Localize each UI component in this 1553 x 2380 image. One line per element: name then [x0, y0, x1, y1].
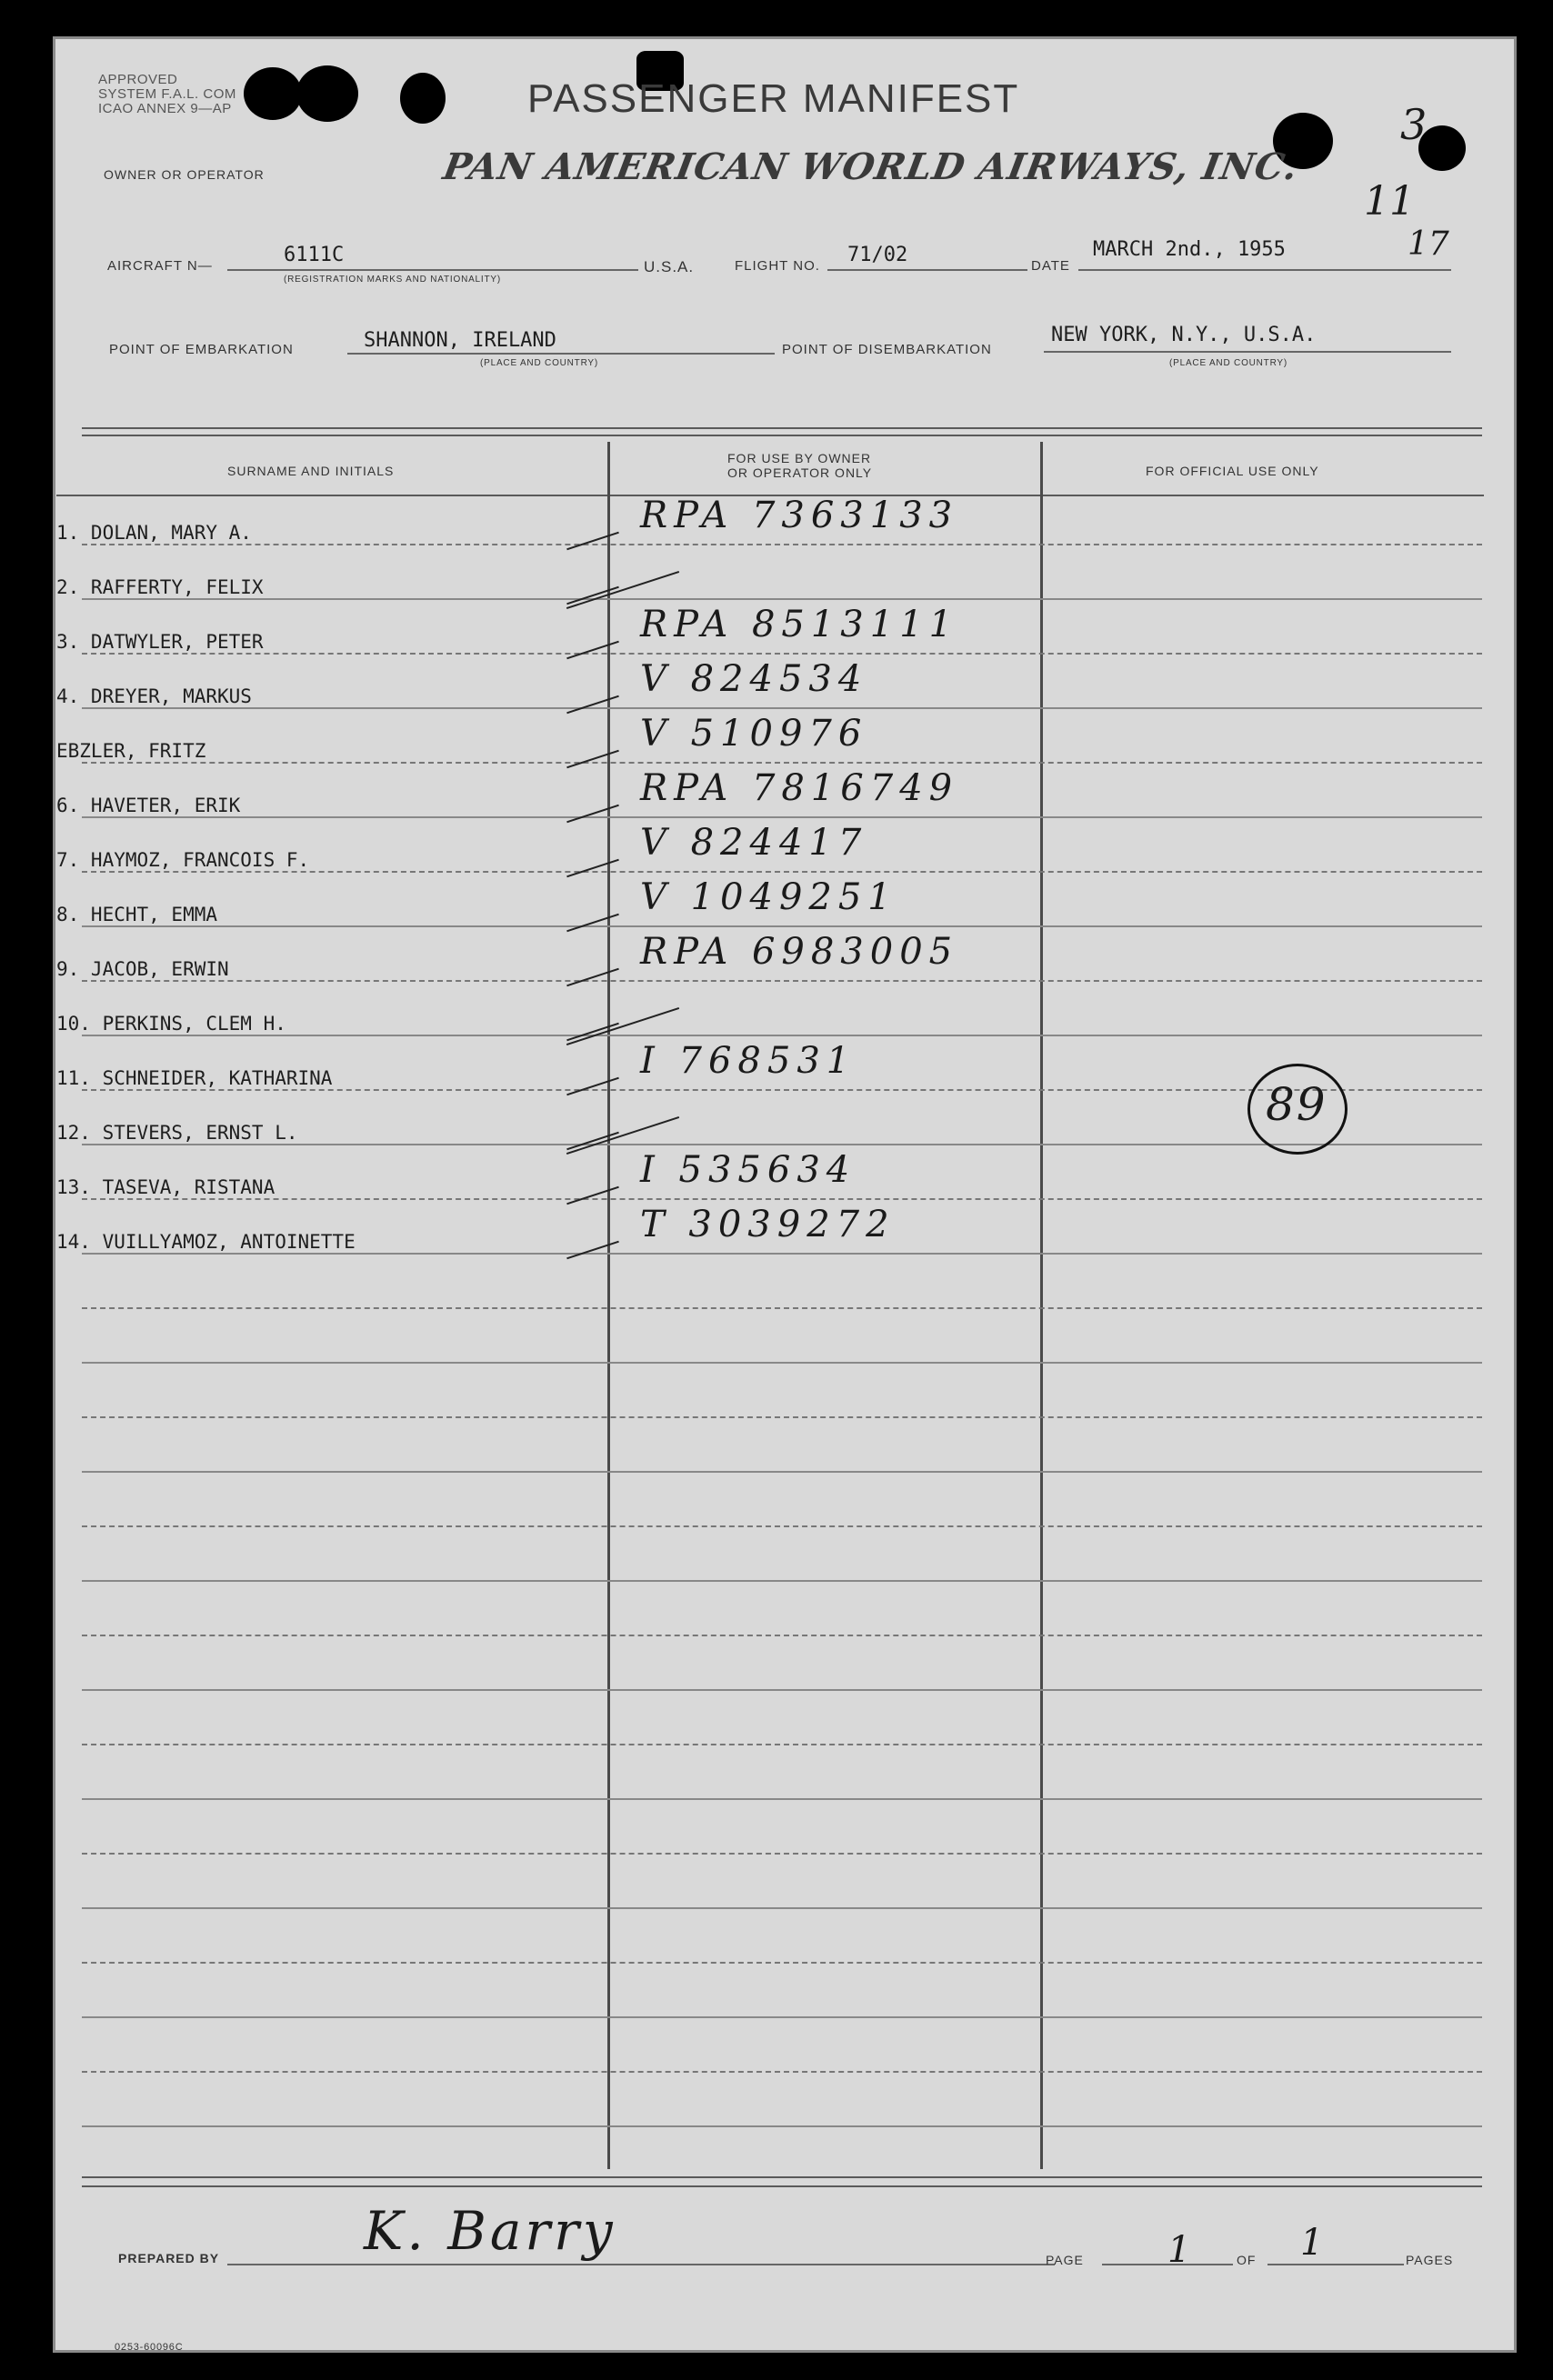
- table-top-rule: [82, 427, 1482, 429]
- corner-mark: 3: [1400, 100, 1428, 149]
- passenger-name: 12. STEVERS, ERNST L.: [56, 1122, 298, 1144]
- form-number: 0253-60096C: [115, 2342, 184, 2353]
- approval-line: SYSTEM F.A.L. COM: [98, 86, 236, 102]
- row-rule: [82, 544, 1482, 545]
- column-divider: [1040, 442, 1043, 2169]
- aircraft-value: 6111C: [284, 244, 345, 266]
- row-rule: [82, 1362, 1482, 1364]
- row-rule: [82, 1635, 1482, 1636]
- corner-mark: 11: [1364, 178, 1415, 225]
- of-value: 1: [1300, 2222, 1324, 2264]
- row-rule: [82, 1853, 1482, 1855]
- passport-number: I 768531: [640, 1040, 857, 1082]
- passenger-name: 7. HAYMOZ, FRANCOIS F.: [56, 849, 310, 871]
- passenger-name: 1. DOLAN, MARY A.: [56, 522, 252, 544]
- passenger-name: 11. SCHNEIDER, KATHARINA: [56, 1067, 333, 1089]
- row-rule: [82, 980, 1482, 982]
- date-underline: [1078, 269, 1451, 271]
- row-rule: [82, 1416, 1482, 1418]
- aircraft-label: AIRCRAFT N—: [107, 258, 213, 274]
- passport-number: T 3039272: [640, 1204, 896, 1245]
- col-header-owner-2: OR OPERATOR ONLY: [727, 465, 873, 480]
- passport-number: RPA 7816749: [640, 767, 959, 809]
- table-bottom-rule: [82, 2176, 1482, 2178]
- embarkation-value: SHANNON, IRELAND: [364, 329, 556, 352]
- flight-label: FLIGHT NO.: [735, 258, 820, 274]
- row-rule: [82, 1198, 1482, 1200]
- registration-note: (REGISTRATION MARKS AND NATIONALITY): [284, 275, 502, 285]
- row-rule: [82, 762, 1482, 764]
- table-bottom-rule: [82, 2185, 1482, 2187]
- passport-number: RPA 6983005: [640, 931, 959, 973]
- row-rule: [82, 925, 1482, 927]
- punch-hole: [296, 65, 358, 122]
- passenger-name: 8. HECHT, EMMA: [56, 904, 218, 925]
- prepared-signature: K. Barry: [364, 2200, 616, 2262]
- airline-name: PAN AMERICAN WORLD AIRWAYS, INC.: [439, 145, 1302, 188]
- date-value: MARCH 2nd., 1955: [1093, 238, 1286, 261]
- row-rule: [82, 1962, 1482, 1964]
- embarkation-note: (PLACE AND COUNTRY): [480, 358, 599, 368]
- prepared-label: PREPARED BY: [118, 2251, 220, 2265]
- col-header-official: FOR OFFICIAL USE ONLY: [1146, 464, 1319, 478]
- of-underline: [1267, 2264, 1404, 2265]
- row-rule: [82, 1253, 1482, 1255]
- disembarkation-label: POINT OF DISEMBARKATION: [782, 342, 992, 357]
- pages-label: PAGES: [1406, 2253, 1454, 2267]
- row-rule: [82, 1689, 1482, 1691]
- row-rule: [82, 1798, 1482, 1800]
- row-rule: [82, 1471, 1482, 1473]
- approval-line: ICAO ANNEX 9—AP: [98, 101, 232, 116]
- embarkation-underline: [347, 353, 775, 355]
- row-rule: [82, 653, 1482, 655]
- passenger-name: 13. TASEVA, RISTANA: [56, 1176, 276, 1198]
- document-title: PASSENGER MANIFEST: [527, 76, 1020, 121]
- passenger-name: 9. JACOB, ERWIN: [56, 958, 229, 980]
- row-rule: [82, 707, 1482, 709]
- passenger-name: 3. DATWYLER, PETER: [56, 631, 264, 653]
- row-rule: [82, 1907, 1482, 1909]
- passport-number: I 535634: [640, 1149, 857, 1191]
- aircraft-underline: [227, 269, 638, 271]
- passenger-name: EBZLER, FRITZ: [56, 740, 206, 762]
- punch-hole: [400, 73, 446, 124]
- approval-line: APPROVED: [98, 72, 178, 87]
- column-divider: [607, 442, 610, 2169]
- page-underline: [1102, 2264, 1233, 2265]
- row-rule: [82, 1580, 1482, 1582]
- flight-underline: [827, 269, 1027, 271]
- row-rule: [82, 1525, 1482, 1527]
- row-rule: [82, 2016, 1482, 2018]
- passenger-name: 10. PERKINS, CLEM H.: [56, 1013, 286, 1035]
- passport-number: V 510976: [640, 713, 868, 755]
- passenger-name: 4. DREYER, MARKUS: [56, 685, 252, 707]
- col-header-surname: SURNAME AND INITIALS: [227, 464, 395, 478]
- embarkation-label: POINT OF EMBARKATION: [109, 342, 294, 357]
- prepared-underline: [227, 2264, 1055, 2265]
- row-rule: [82, 598, 1482, 600]
- owner-label: OWNER OR OPERATOR: [104, 167, 265, 182]
- row-rule: [82, 871, 1482, 873]
- official-mark: 89: [1266, 1078, 1328, 1131]
- row-rule: [82, 1744, 1482, 1745]
- row-rule: [82, 2125, 1482, 2127]
- page-label: PAGE: [1046, 2253, 1084, 2267]
- passenger-name: 6. HAVETER, ERIK: [56, 795, 241, 816]
- row-rule: [82, 1035, 1482, 1036]
- date-label: DATE: [1031, 258, 1070, 274]
- disembarkation-value: NEW YORK, N.Y., U.S.A.: [1051, 324, 1317, 346]
- approval-stamp: [98, 73, 236, 116]
- disembarkation-underline: [1044, 351, 1451, 353]
- passport-number: V 824534: [640, 658, 868, 700]
- passport-number: V 1049251: [640, 876, 897, 918]
- disembarkation-note: (PLACE AND COUNTRY): [1169, 358, 1288, 368]
- punch-hole: [244, 67, 302, 120]
- flight-value: 71/02: [847, 244, 908, 266]
- passport-number: RPA 7363133: [640, 495, 959, 536]
- passport-number: V 824417: [640, 822, 868, 864]
- row-rule: [82, 2071, 1482, 2073]
- passenger-name: 2. RAFFERTY, FELIX: [56, 576, 264, 598]
- table-top-rule: [82, 435, 1482, 436]
- corner-mark: 17: [1408, 225, 1449, 263]
- row-rule: [82, 1307, 1482, 1309]
- of-label: OF: [1237, 2253, 1257, 2267]
- passenger-name: 14. VUILLYAMOZ, ANTOINETTE: [56, 1231, 356, 1253]
- page-value: 1: [1167, 2229, 1191, 2271]
- row-rule: [82, 816, 1482, 818]
- usa-label: U.S.A.: [644, 258, 695, 275]
- col-header-owner-1: FOR USE BY OWNER: [727, 451, 872, 465]
- passport-number: RPA 8513111: [640, 604, 959, 645]
